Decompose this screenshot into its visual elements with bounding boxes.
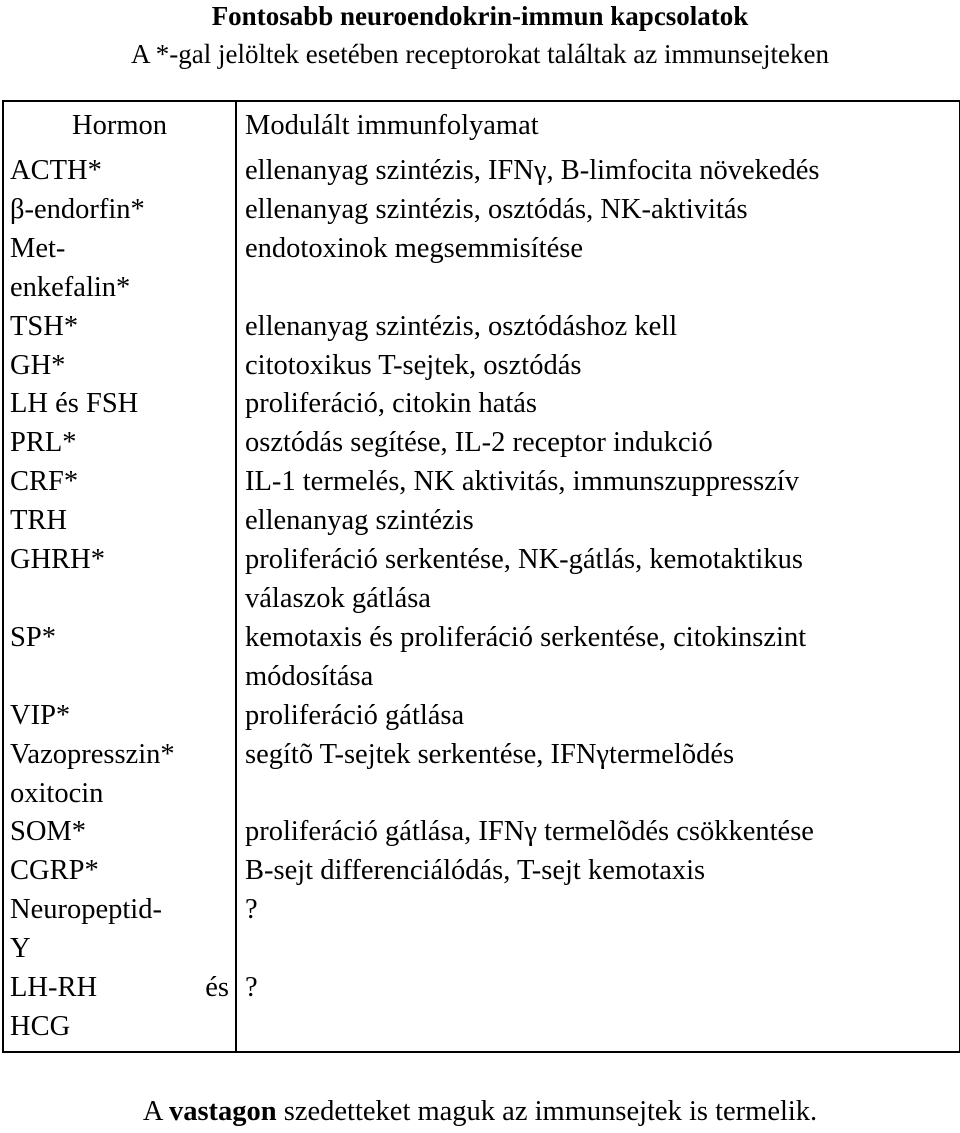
- process-cell: IL-1 termelés, NK aktivitás, immunszuppresszív: [245, 466, 800, 498]
- process-cell: [245, 1008, 955, 1047]
- table-bottom-border: [2, 1051, 959, 1053]
- hormone-cell: VIP*: [10, 699, 71, 731]
- process-cell: proliferáció serkentése, NK-gátlás, kemotaktikus: [245, 544, 803, 576]
- process-cell: kemotaxis és proliferáció serkentése, citokinszint: [245, 621, 807, 653]
- footnote-suffix: szedetteket maguk az immunsejtek is termelik.: [276, 1096, 818, 1127]
- process-cell: ?: [245, 972, 258, 1004]
- process-cell: citotoxikus T-sejtek, osztódás: [245, 349, 582, 381]
- header-hormone: Hormon: [3, 101, 236, 152]
- process-cell: endotoxinok megsemmisítése: [245, 232, 583, 264]
- hormone-cell: LH és FSH: [10, 388, 139, 420]
- hormone-cell: TSH*: [10, 310, 79, 342]
- hormone-cell: Met-: [10, 232, 66, 264]
- process-cell: segítõ T-sejtek serkentése, IFNγtermelõdés: [245, 738, 735, 770]
- hormone-cell: oxitocin: [10, 777, 104, 809]
- footnote-bold: vastagon: [168, 1096, 277, 1127]
- hormone-cell: TRH: [10, 505, 67, 537]
- process-cell: [245, 775, 955, 814]
- hormone-cell: CRF*: [10, 466, 79, 498]
- process-column: [236, 152, 960, 1053]
- hormone-cell: CGRP*: [10, 855, 99, 887]
- hormone-table: [2, 100, 960, 1053]
- hormone-cell: [10, 658, 229, 697]
- process-cell: proliferáció, citokin hatás: [245, 388, 538, 420]
- title-block: [0, 0, 960, 71]
- process-cell: [245, 269, 955, 308]
- hormone-cell: Y: [10, 933, 31, 965]
- hormone-cell: β-endorfin*: [10, 193, 145, 225]
- hormone-cell: PRL*: [10, 427, 77, 459]
- process-cell: [245, 930, 955, 969]
- hormone-cell: [10, 580, 229, 619]
- hormone-cell: HCG: [10, 1010, 71, 1042]
- process-cell: ?: [245, 894, 258, 926]
- hormone-name: LH-RH: [10, 972, 98, 1004]
- process-cell: módosítása: [245, 660, 374, 692]
- hormone-column: [3, 152, 236, 1053]
- hormone-cell: GHRH*: [10, 544, 106, 576]
- process-cell: osztódás segítése, IL-2 receptor indukció: [245, 427, 713, 459]
- process-cell: ellenanyag szintézis, IFNγ, B-limfocita növekedés: [245, 155, 820, 186]
- header-process: Modulált immunfolyamat: [236, 101, 960, 152]
- hormone-cell: [10, 969, 229, 1008]
- hormone-cell: SOM*: [10, 816, 87, 848]
- hormone-cell: SP*: [10, 621, 56, 653]
- footnote-prefix: A: [142, 1096, 169, 1127]
- process-cell: B-sejt differenciálódás, T-sejt kemotaxis: [245, 855, 706, 887]
- process-cell: válaszok gátlása: [245, 582, 431, 614]
- page-title: Fontosabb neuroendokrin-immun kapcsolatok: [211, 1, 749, 31]
- hormone-cell: ACTH*: [10, 155, 102, 186]
- hormone-cell: Vazopresszin*: [10, 738, 175, 770]
- hormone-cell: GH*: [10, 349, 66, 381]
- process-cell: ellenanyag szintézis, osztódáshoz kell: [245, 310, 678, 342]
- process-cell: ellenanyag szintézis, osztódás, NK-aktivitás: [245, 193, 748, 225]
- process-cell: proliferáció gátlása: [245, 699, 465, 731]
- hormone-cell: enkefalin*: [10, 271, 131, 303]
- hormone-cell: Neuropeptid-: [10, 894, 162, 926]
- hormone-conjunction: és: [205, 972, 229, 1004]
- footnote: [0, 1093, 960, 1131]
- process-cell: proliferáció gátlása, IFNγ termelõdés csökkentése: [245, 816, 814, 848]
- page-subtitle: A *-gal jelöltek esetében receptorokat találtak az immunsejteken: [131, 39, 829, 69]
- process-cell: ellenanyag szintézis: [245, 505, 474, 537]
